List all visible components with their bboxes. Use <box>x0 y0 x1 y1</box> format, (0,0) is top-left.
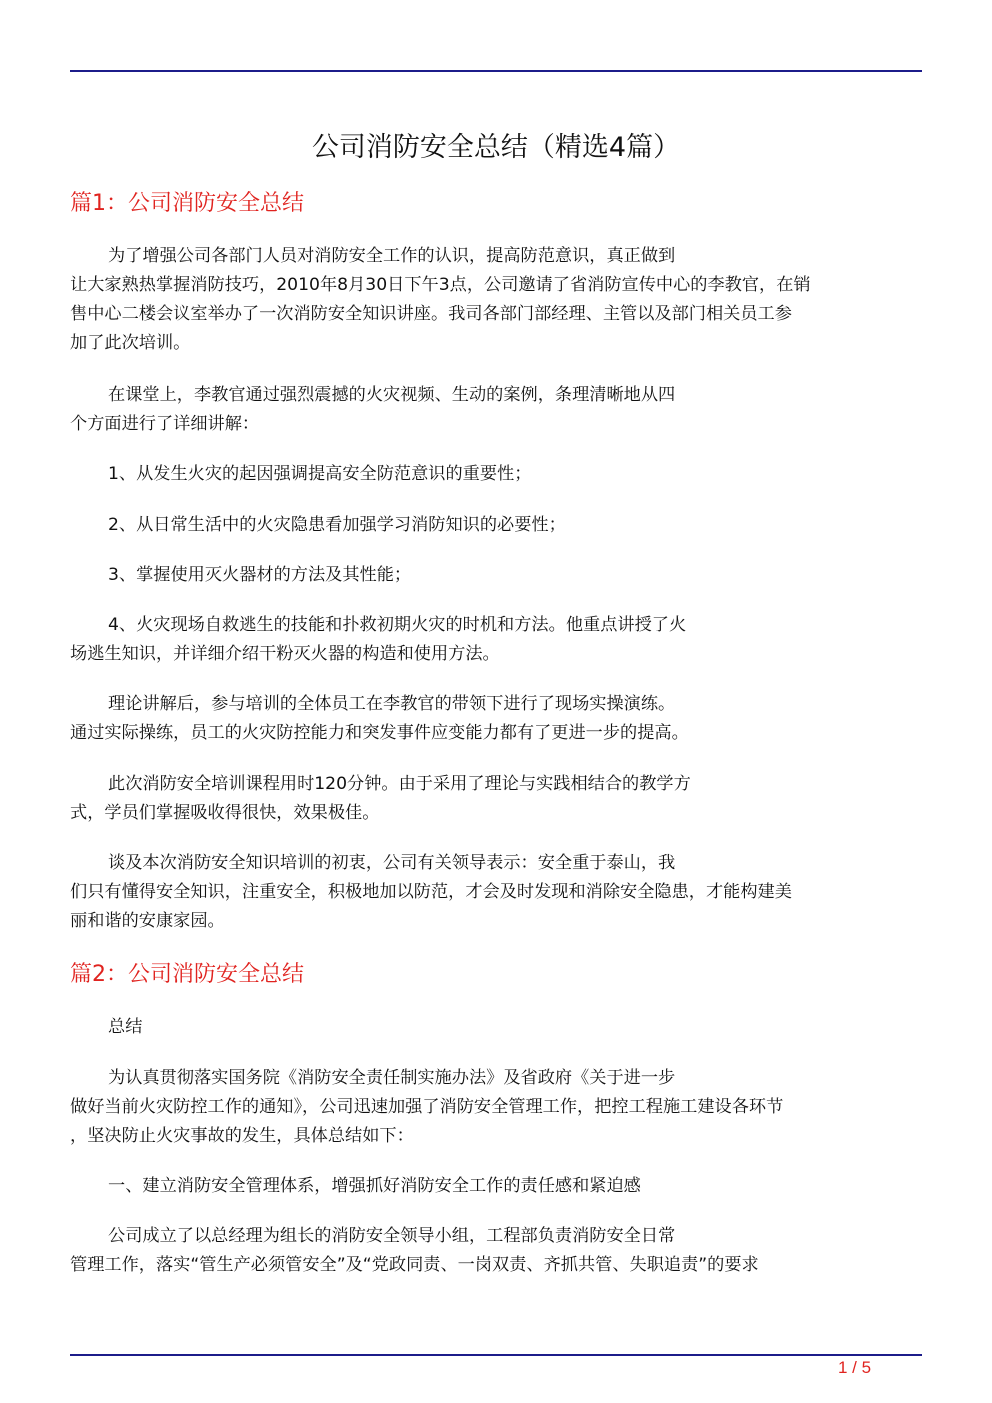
text-line: 总结 <box>108 1017 143 1037</box>
text-line: 加了此次培训。 <box>70 333 191 353</box>
text-line: 让大家熟热掌握消防技巧，2010年8月30日下午3点，公司邀请了省消防宣传中心的李教官，在销 <box>70 275 811 295</box>
text-line: 为了增强公司各部门人员对消防安全工作的认识，提高防范意识，真正做到 <box>108 246 676 266</box>
text-line: 通过实际操练，员工的火灾防控能力和突发事件应变能力都有了更进一步的提高。 <box>70 723 689 743</box>
text-line: 式，学员们掌握吸收得很快，效果极佳。 <box>70 803 380 823</box>
text-line: 2、从日常生活中的火灾隐患看加强学习消防知识的必要性； <box>108 515 566 535</box>
paragraph <box>70 381 920 439</box>
paragraph <box>70 770 920 828</box>
text-line: 1、从发生火灾的起因强调提高安全防范意识的重要性； <box>108 464 532 484</box>
list-item <box>70 611 920 669</box>
text-line: 理论讲解后，参与培训的全体员工在李教官的带领下进行了现场实操演练。 <box>108 694 676 714</box>
text-line: ，坚决防止火灾事故的发生，具体总结如下： <box>70 1126 414 1146</box>
paragraph <box>70 690 920 748</box>
paragraph <box>70 849 920 936</box>
paragraph <box>70 1222 920 1280</box>
list-item <box>70 460 920 489</box>
paragraph <box>70 1064 920 1151</box>
text-line: 做好当前火灾防控工作的通知》，公司迅速加强了消防安全管理工作，把控工程施工建设各环节 <box>70 1097 784 1117</box>
text-line: 在课堂上，李教官通过强烈震撼的火灾视频、生动的案例，条理清晰地从四 <box>108 385 676 405</box>
section-heading: 篇2：公司消防安全总结 <box>70 962 304 987</box>
text-line: 丽和谐的安康家园。 <box>70 911 225 931</box>
text-line: 场逃生知识，并详细介绍干粉灭火器的构造和使用方法。 <box>70 644 500 664</box>
paragraph <box>70 1172 920 1201</box>
text-line: 个方面进行了详细讲解： <box>70 414 260 434</box>
section-heading: 篇1：公司消防安全总结 <box>70 191 304 216</box>
text-line: 4、火灾现场自救逃生的技能和扑救初期火灾的时机和方法。他重点讲授了火 <box>108 615 687 635</box>
page-number: 1 / 5 <box>838 1358 872 1377</box>
text-line: 此次消防安全培训课程用时120分钟。由于采用了理论与实践相结合的教学方 <box>108 774 691 794</box>
list-item <box>70 511 920 540</box>
text-line: 管理工作，落实“管生产必须管安全”及“党政同责、一岗双责、齐抓共管、失职追责”的要求 <box>70 1255 759 1275</box>
text-line: 们只有懂得安全知识，注重安全，积极地加以防范，才会及时发现和消除安全隐患，才能构建美 <box>70 882 792 902</box>
text-line: 为认真贯彻落实国务院《消防安全责任制实施办法》及省政府《关于进一步 <box>108 1068 676 1088</box>
footer-rule <box>70 1354 922 1356</box>
text-line: 公司成立了以总经理为组长的消防安全领导小组，工程部负责消防安全日常 <box>108 1226 676 1246</box>
list-item <box>70 561 920 590</box>
paragraph <box>70 1013 920 1042</box>
header-rule <box>70 70 922 72</box>
text-line: 售中心二楼会议室举办了一次消防安全知识讲座。我司各部门部经理、主管以及部门相关员工参 <box>70 304 792 324</box>
text-line: 一、建立消防安全管理体系，增强抓好消防安全工作的责任感和紧迫感 <box>108 1176 641 1196</box>
text-line: 3、掌握使用灭火器材的方法及其性能； <box>108 565 412 585</box>
text-line: 谈及本次消防安全知识培训的初衷，公司有关领导表示：安全重于泰山，我 <box>108 853 676 873</box>
paragraph <box>70 242 920 358</box>
document-title: 公司消防安全总结（精选4篇） <box>311 132 681 163</box>
